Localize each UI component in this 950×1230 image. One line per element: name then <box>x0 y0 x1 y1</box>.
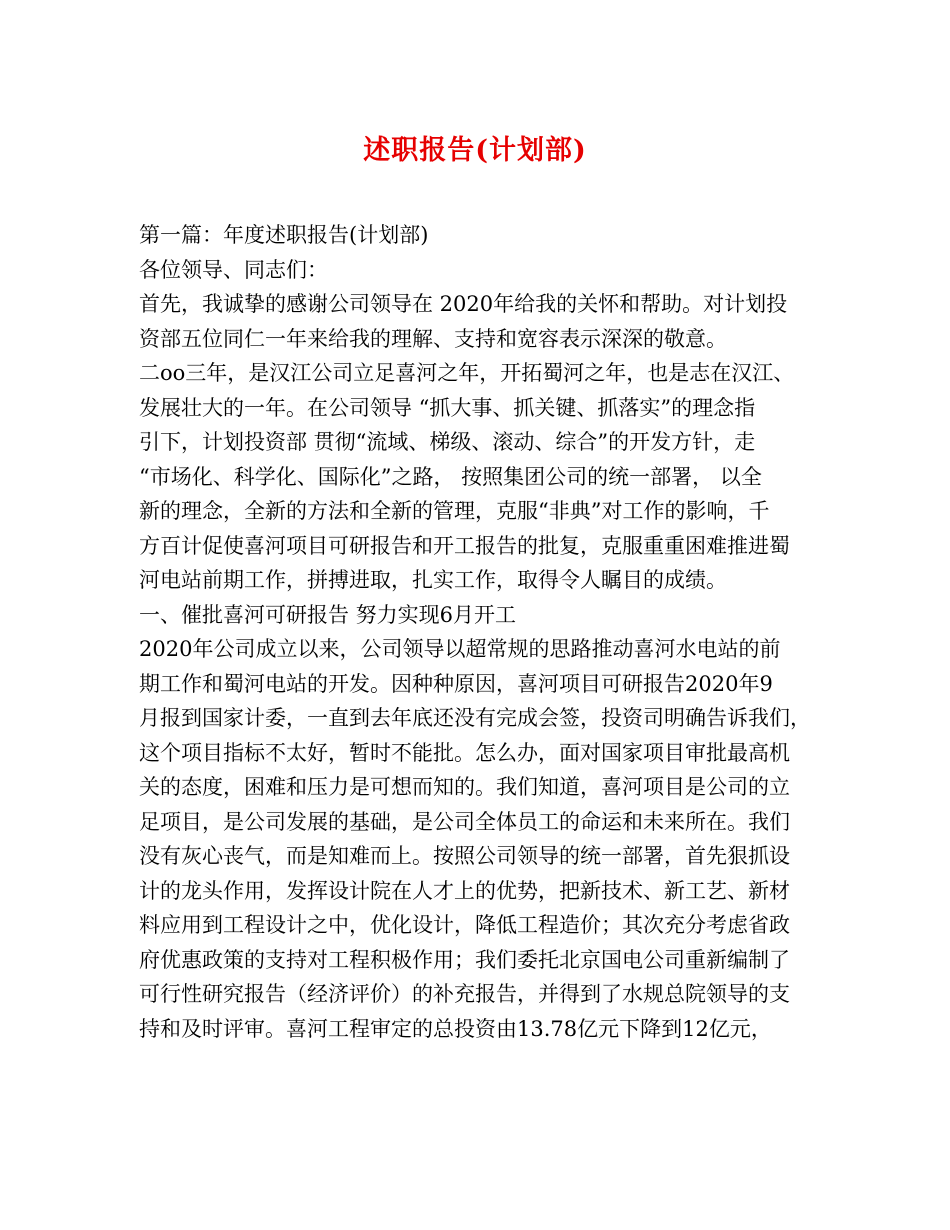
text-line: 这个项目指标不太好，暂时不能批。怎么办，面对国家项目审批最高机 <box>139 740 790 765</box>
text-line: 没有灰心丧气，而是知难而上。按照公司领导的统一部署，首先狠抓设 <box>139 844 790 868</box>
text-line: 2020年公司成立以来，公司领导以超常规的思路推动喜河水电站的前 <box>139 637 781 661</box>
text-line: 料应用到工程设计之中，优化设计，降低工程造价；其次充分考虑省政 <box>139 913 790 937</box>
document-body <box>139 218 815 1046</box>
text-line: 新的理念，全新的方法和全新的管理，克服“非典”对工作的影响，千 <box>139 499 770 523</box>
text-line: 发展壮大的一年。在公司领导 “抓大事、抓关键、抓落实”的理念指 <box>139 395 756 420</box>
text-line: 足项目，是公司发展的基础，是公司全体员工的命运和未来所在。我们 <box>139 809 790 834</box>
text-line: 可行性研究报告（经济评价）的补充报告，并得到了水规总院领导的支 <box>139 982 790 1006</box>
text-line: 第一篇：年度述职报告(计划部) <box>139 223 429 247</box>
text-line: 引下，计划投资部 贯彻“流域、梯级、滚动、综合”的开发方针，走 <box>139 430 756 454</box>
text-line: 河电站前期工作，拼搏进取，扎实工作，取得令人瞩目的成绩。 <box>139 568 727 592</box>
text-line: 府优惠政策的支持对工程积极作用；我们委托北京国电公司重新编制了 <box>139 947 790 972</box>
text-line: 首先，我诚挚的感谢公司领导在 2020年给我的关怀和帮助。对计划投 <box>139 292 788 316</box>
section-heading: 一、催批喜河可研报告 努力实现6月开工 <box>139 602 517 627</box>
text-line: 月报到国家计委，一直到去年底还没有完成会签，投资司明确告诉我们， <box>139 706 811 730</box>
text-line: 关的态度，困难和压力是可想而知的。我们知道，喜河项目是公司的立 <box>139 775 790 799</box>
text-line: 期工作和蜀河电站的开发。因种种原因，喜河项目可研报告2020年9 <box>139 671 773 696</box>
text-line: 计的龙头作用，发挥设计院在人才上的优势，把新技术、新工艺、新材 <box>139 878 790 903</box>
text-line: “市场化、科学化、国际化”之路， 按照集团公司的统一部署， 以全 <box>139 464 762 489</box>
text-line: 方百计促使喜河项目可研报告和开工报告的批复，克服重重困难推进蜀 <box>139 533 790 558</box>
text-line: 二oo三年，是汉江公司立足喜河之年，开拓蜀河之年，也是志在汉江、 <box>139 361 795 385</box>
text-line: 持和及时评审。喜河工程审定的总投资由13.78亿元下降到12亿元， <box>139 1016 772 1041</box>
text-line: 各位领导、同志们： <box>139 257 328 282</box>
text-line: 资部五位同仁一年来给我的理解、支持和宽容表示深深的敬意。 <box>139 326 727 351</box>
document-title: 述职报告(计划部) <box>363 135 587 166</box>
